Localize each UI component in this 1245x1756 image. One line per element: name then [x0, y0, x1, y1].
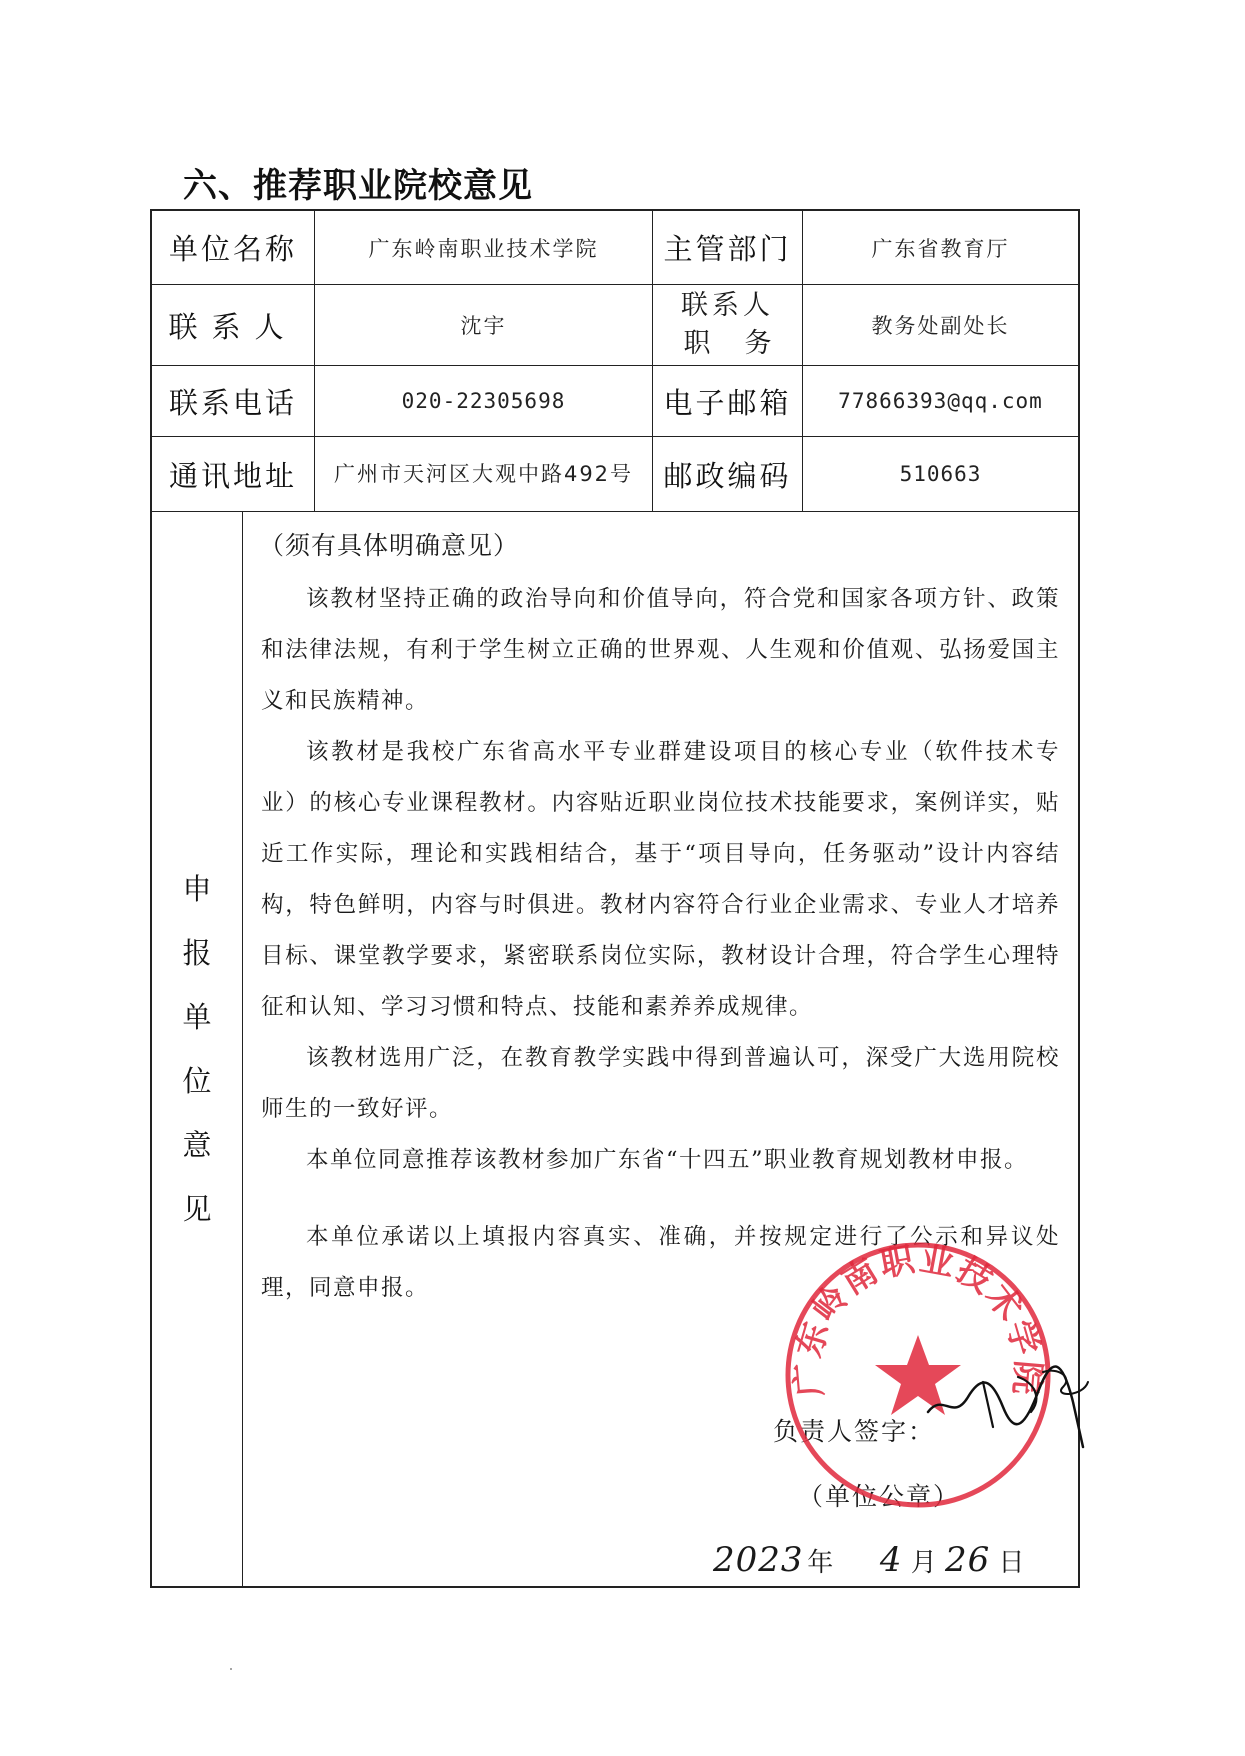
opinion-row — [152, 512, 1078, 1586]
date-line — [713, 1540, 1025, 1580]
contact-title-label-line1: 联系人 — [681, 290, 774, 321]
vertical-char: 意 — [182, 1128, 212, 1162]
table-row — [152, 366, 1078, 437]
contact-title-label-line2: 职务 — [683, 328, 806, 359]
section-title: 六、推荐职业院校意见 — [183, 166, 533, 206]
opinion-paragraph: 本单位同意推荐该教材参加广东省“十四五”职业教育规划教材申报。 — [306, 1147, 1029, 1173]
phone-label: 联系电话 — [152, 366, 315, 436]
opinion-paragraph: 该教材坚持正确的政治导向和价值导向，符合党和国家各项方针、政策和法律法规，有利于学生树立正确的世界观、人生观和价值观、弘扬爱国主义和民族精神。 — [261, 586, 1060, 714]
table-row — [152, 211, 1078, 285]
opinion-paragraph: 该教材选用广泛，在教育教学实践中得到普遍认可，深受广大选用院校师生的一致好评。 — [261, 1045, 1060, 1122]
address-value: 广州市天河区大观中路492号 — [315, 437, 653, 511]
opinion-vertical-label — [152, 512, 243, 1586]
scan-speck — [230, 1668, 232, 1670]
vertical-char: 申 — [182, 872, 212, 906]
unit-name-label: 单位名称 — [152, 211, 315, 284]
date-month-unit: 月 — [910, 1548, 937, 1578]
unit-seal-label: （单位公章） — [798, 1482, 961, 1511]
date-year-unit: 年 — [807, 1548, 834, 1578]
email-value: 77866393@qq.com — [838, 389, 1043, 413]
unit-name-value: 广东岭南职业技术学院 — [315, 211, 653, 284]
postcode-value: 510663 — [899, 462, 982, 486]
commitment-statement: 本单位承诺以上填报内容真实、准确，并按规定进行了公示和异议处理，同意申报。 — [261, 1224, 1060, 1301]
signature-label: 负责人签字： — [773, 1417, 936, 1446]
department-label: 主管部门 — [653, 211, 803, 284]
svg-text:广东岭南职业技术学院: 广东岭南职业技术学院 — [787, 1239, 1049, 1399]
handwritten-signature-icon — [923, 1352, 1093, 1452]
email-label: 电子邮箱 — [653, 366, 803, 436]
table-row — [152, 437, 1078, 512]
contact-title-label — [653, 285, 806, 365]
date-year: 2023 — [713, 1540, 804, 1580]
date-month: 4 — [879, 1540, 903, 1580]
department-value: 广东省教育厅 — [871, 236, 1010, 261]
date-day: 26 — [945, 1540, 991, 1580]
opinion-paragraph: 该教材是我校广东省高水平专业群建设项目的核心专业（软件技术专业）的核心专业课程教材。内容贴近职业岗位技术技能要求，案例详实，贴近工作实际，理论和实践相结合，基于“项目导向，任务驱动”设计内容结构，特色鲜明，内容与时俱进。教材内容符合行业企业需求、专业人才培养目标、课堂教学要求，紧密联系岗位实际，教材设计合理，符合学生心理特征和认知、学习习惯和特点、技能和素养养成规律。 — [261, 739, 1060, 1020]
recommendation-form-table — [150, 209, 1080, 1588]
vertical-char: 单 — [182, 1000, 212, 1034]
phone-value: 020-22305698 — [315, 366, 653, 436]
contact-title-value: 教务处副处长 — [871, 314, 1010, 338]
vertical-char: 位 — [182, 1064, 212, 1098]
contact-person-value: 沈宇 — [315, 285, 653, 365]
postcode-label: 邮政编码 — [653, 437, 803, 511]
address-label: 通讯地址 — [152, 437, 315, 511]
opinion-content — [243, 512, 1078, 1586]
vertical-char: 报 — [182, 936, 212, 970]
vertical-char: 见 — [182, 1192, 212, 1226]
contact-person-label: 联系人 — [152, 285, 315, 365]
opinion-note: （须有具体明确意见） — [259, 531, 520, 560]
table-row — [152, 285, 1078, 366]
date-day-unit: 日 — [998, 1548, 1025, 1578]
